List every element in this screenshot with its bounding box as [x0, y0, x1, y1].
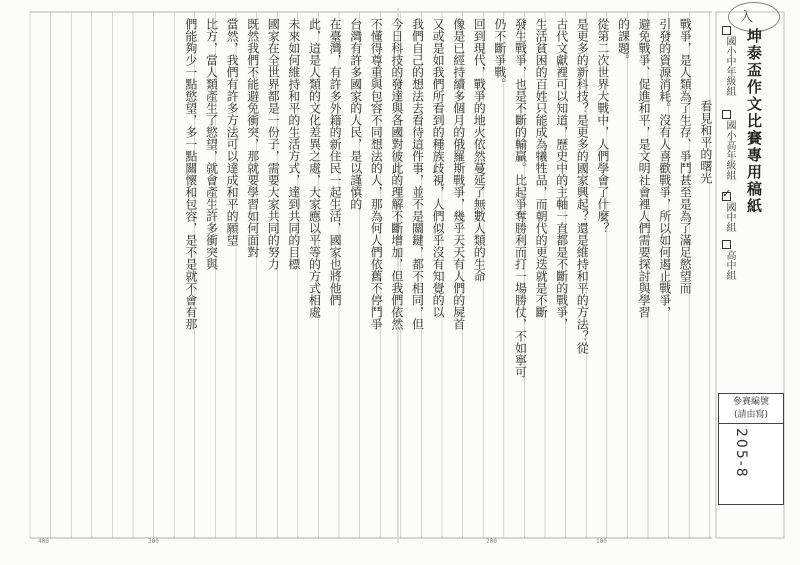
essay-column: 發生戰爭，也是不斷的輸贏。比起爭奪勝利而打一場勝仗，不如寧可 — [513, 18, 528, 378]
category-label-elementary-high: 國小高年級組 — [724, 120, 735, 180]
grid-counter: 100 — [596, 538, 607, 545]
serial-number-label: 參賽編號 — [732, 397, 769, 407]
essay-column: 古代文獻裡可以知道，歷史中的主軸一直都是不斷的戰爭， — [554, 18, 569, 330]
essay-column: 是更多的新科技？是更多的國家興起？還是維持和平的方法？從 — [575, 18, 590, 354]
category-checkbox-elementary-high[interactable] — [722, 110, 731, 119]
essay-column: 生活貧困的百姓只能成為犧牲品，而朝代的更迭就是不斷 — [534, 18, 549, 318]
essay-column: 避免戰爭、促進和平，是文明社會裡人們需要探討與學習 — [637, 18, 652, 318]
grid-counter: 200 — [486, 538, 497, 545]
essay-column: 像是已經持續多個月的俄羅斯戰爭，幾乎天天有人們的屍首 — [451, 18, 466, 330]
essay-column: 國家在全世界都是一份子，需要大家共同的努力 — [266, 18, 281, 270]
grid-counter: 400 — [38, 538, 49, 545]
essay-column: 此，這是人類的文化差異之處，大家應以平等的方式相處 — [307, 18, 322, 318]
essay-column: 的課題。 — [616, 18, 631, 66]
serial-number-value: 205-8 — [733, 428, 749, 479]
essay-column: 今日科技的發達與各國對彼此的理解不斷增加，但我們依然 — [389, 18, 404, 330]
category-label-junior-high: 國中組 — [724, 202, 735, 232]
serial-number-note: (請由寫) — [733, 410, 769, 420]
margin-circle-text: 入 — [740, 10, 754, 25]
essay-column: 不懂得尊重與包容不同想法的人，那為何人們依舊不停鬥爭 — [369, 18, 384, 330]
essay-column: 戰爭，是人類為了生存、爭鬥甚至是為了滿足慾望而 — [678, 18, 693, 294]
essay-column: 既然我們不能避免衝突，那就要學習如何面對 — [245, 18, 260, 258]
grid-counter: 300 — [148, 538, 159, 545]
category-checkbox-senior-high[interactable] — [722, 240, 731, 249]
check-icon: ✓ — [722, 187, 732, 200]
contest-title: 坤泰盃作文比賽專用稿紙 — [745, 28, 763, 215]
essay-column: 台灣有許多國家的人民，是以謹慎的 — [348, 18, 363, 210]
essay-column: 仍不斷爭戰。 — [492, 18, 507, 90]
category-checkbox-elementary-mid[interactable] — [722, 26, 731, 35]
essay-column: 在臺灣，有許多外籍的新住民一起生活，國家也將他們 — [328, 18, 343, 306]
essay-column: 又或是如我們所看到的種族歧視，人們似乎沒有知覺的以 — [431, 18, 446, 318]
essay-column: 未來如何維持和平的生活方式，達到共同的目標 — [286, 18, 301, 270]
serial-number-box — [718, 393, 784, 505]
essay-column: 比方，當人類產生了慾望，就會產生許多衝突與 — [204, 18, 219, 270]
essay-column: 回到現代，戰爭的地火依然蔓延了無數人類的生命 — [472, 18, 487, 282]
serial-number-header — [719, 394, 783, 424]
essay-column: 引發的資源消耗。沒有人喜歡戰爭，所以如何遏止戰爭， — [657, 18, 672, 318]
category-label-senior-high: 高中組 — [724, 250, 735, 280]
essay-title: 看見和平的曙光 — [698, 100, 713, 184]
category-label-elementary-mid: 國小中年級組 — [724, 36, 735, 96]
essay-column: 我們自己的想法去看待這件事，並不是關鍵，都不相同，但 — [410, 18, 425, 330]
essay-column: 們能夠少一點慾望，多一點關懷和包容，是不是就不會有那 — [183, 18, 198, 330]
essay-column: 當然，我們有許多方法可以達成和平的願望 — [225, 18, 240, 246]
essay-column: 從第二次世界大戰中，人們學會了什麼？ — [595, 18, 610, 234]
